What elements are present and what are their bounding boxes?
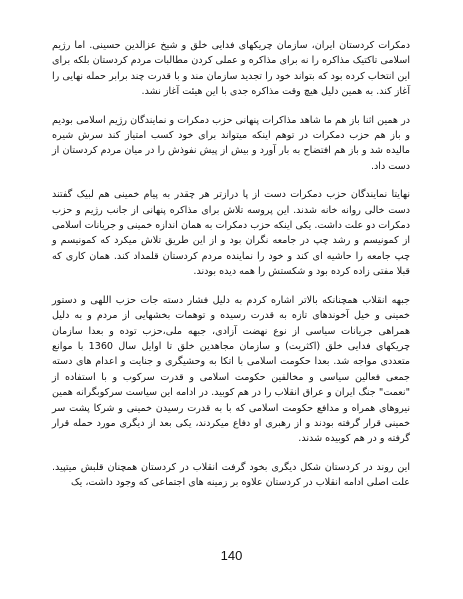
page-number: 140	[220, 548, 243, 563]
page-body	[52, 38, 410, 504]
paragraph-1: دمکرات کردستان ایران، سازمان چریکهای فدایی خلق و شیخ عزالدین حسینی. اما رژیم اسلامی تاکتیک مذاکره را نه برای مذاکره و عملی کردن مطالبات مردم کردستان بلکه برای این انتخاب کرده بود که بتواند خود را تجدید سازمان مند و با قدرت چند برابر حمله نهایی را آغاز کند. به همین دلیل هیچ وقت مذاکره جدی با این هیئت آغاز نشد.	[52, 40, 410, 98]
paragraph-4: جبهه انقلاب همچنانکه بالاتر اشاره کردم به دلیل فشار دسته جات حزب اللهی و دستور خمینی و خیل آخوندهای تازه به قدرت رسیده و توهمات بخشهایی از مردم و به دلیل همراهی جریانات سیاسی از نوع نهضت آزادی، جبهه ملی،حزب توده و بعدا سازمان چریکهای فدایی خلق (اکثریت) و سازمان مجاهدین خلق تا اوایل سال 1360 با موانع متعددی مواجه شد. بعدا حکومت اسلامی با اتکا به وحشیگری و جنایت و اعدام های دسته جمعی فعالین سیاسی و مخالفین حکومت اسلامی و قدرت سرکوب و با استفاده از "نعمت" جنگ ایران و عراق انقلاب را در هم کوبید. در ادامه این سیاست سرکوبگرانه همین نیروهای همراه و مدافع حکومت اسلامی که با به قدرت رسیدن خمینی و شرکا پشت سر خمینی قرار گرفته بودند و از رهبری او دفاع میکردند، یکی بعد از دیگری مورد حمله قرار گرفته و در هم کوبیده شدند.	[52, 294, 411, 445]
paragraph-5: این روند در کردستان شکل دیگری بخود گرفت انقلاب در کردستان همچنان قلبش میتپید. علت اصلی ادامه انقلاب در کردستان علاوه بر زمینه های اجتماعی که وجود داشت، یک	[52, 461, 410, 489]
paragraph-2: در همین اثنا باز هم ما شاهد مذاکرات پنهانی حزب دمکرات و نمایندگان رژیم اسلامی بودیم و باز هم حزب دمکرات در توهم اینکه میتواند برای خود کسب امتیاز کند سرش شیره مالیده شد و باز هم افتضاح به بار آورد و بیش از پیش نفوذش را در میان مردم کردستان از دست داد.	[52, 114, 410, 172]
paragraph-3: نهایتا نمایندگان حزب دمکرات دست از پا درازتر هر چقدر به پیام خمینی هم لبیک گفتند دست خالی روانه خانه شدند. این پروسه تلاش برای مذاکره پنهانی از جانب رژیم و حزب دمکرات دو علت داشت. یکی اینکه حزب دمکرات به همان اندازه خمینی و جریانات اسلامی از کمونیسم و رشد چپ در جامعه نگران بود و از این طریق تلاش میکرد که کمونیسم و چپ جامعه را حاشیه ای کند و خود را نماینده مردم کردستان قلمداد کند. همان کاری که قبلا مفتی زاده کرده بود و شکستش را همه دیده بودند.	[52, 189, 410, 278]
